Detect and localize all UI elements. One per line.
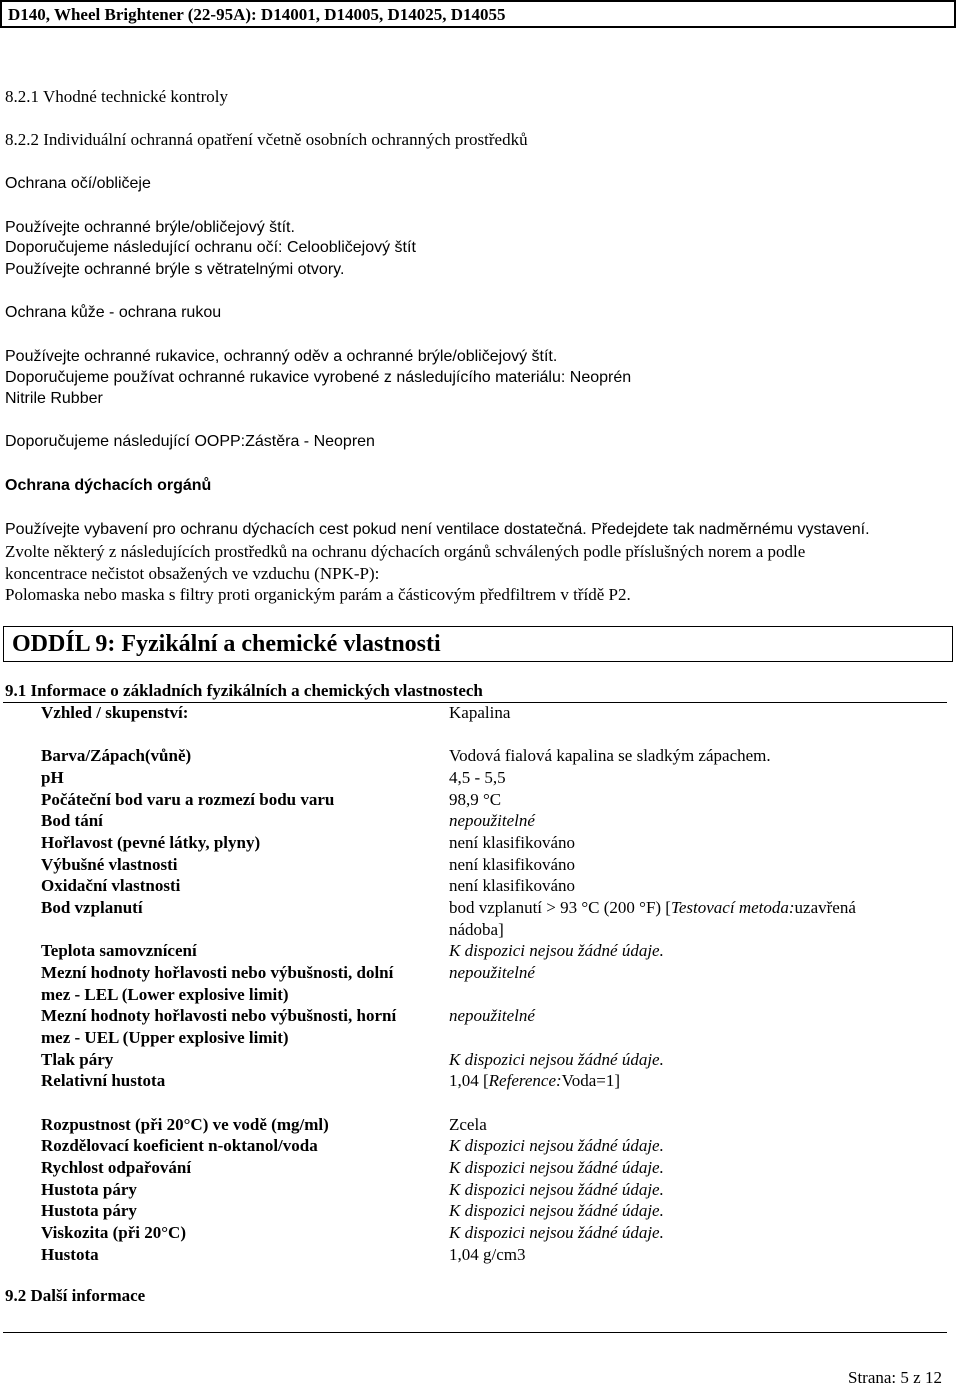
- relative-density-reference: Voda=1]: [561, 1071, 621, 1090]
- property-value: nepoužitelné: [449, 811, 535, 830]
- property-label: Oxidační vlastnosti: [41, 876, 181, 895]
- property-label: Hustota páry: [41, 1180, 137, 1199]
- respiratory-protection-line: koncentrace nečistot obsažených ve vzduchu (NPK-P):: [5, 564, 380, 583]
- divider: [3, 1332, 947, 1333]
- property-value: není klasifikováno: [449, 876, 576, 895]
- property-value: 1,04 g/cm3: [449, 1245, 526, 1264]
- document-header: [0, 0, 956, 28]
- respiratory-protection-line: Polomaska nebo maska s filtry proti organickým parám a částicovým předfiltrem v třídě P2.: [5, 585, 631, 604]
- document-title: D140, Wheel Brightener (22-95A): D14001, D14005, D14025, D14055: [8, 5, 506, 24]
- heading-8-2-2: 8.2.2 Individuální ochranná opatření včetně osobních ochranných prostředků: [5, 130, 528, 149]
- property-label: pH: [41, 768, 64, 787]
- property-value: K dispozici nejsou žádné údaje.: [449, 1050, 664, 1069]
- property-value: K dispozici nejsou žádné údaje.: [449, 1180, 664, 1199]
- property-label: Mezní hodnoty hořlavosti nebo výbušnosti, horní: [41, 1006, 397, 1025]
- property-label-continued: mez - UEL (Upper explosive limit): [41, 1028, 289, 1047]
- skin-protection-line: Nitrile Rubber: [5, 390, 103, 407]
- eye-protection-line: Doporučujeme následující ochranu očí: Celoobličejový štít: [5, 239, 416, 256]
- property-value: K dispozici nejsou žádné údaje.: [449, 1201, 664, 1220]
- property-value: 4,5 - 5,5: [449, 768, 506, 787]
- flash-point-value: bod vzplanutí > 93 °C (200 °F) [: [449, 898, 671, 917]
- property-value: K dispozici nejsou žádné údaje.: [449, 1158, 664, 1177]
- skin-protection-line: Používejte ochranné rukavice, ochranný oděv a ochranné brýle/obličejový štít.: [5, 348, 558, 365]
- respiratory-protection-heading: Ochrana dýchacích orgánů: [5, 477, 212, 494]
- property-label: Tlak páry: [41, 1050, 114, 1069]
- property-label: Mezní hodnoty hořlavosti nebo výbušnosti, dolní: [41, 963, 394, 982]
- property-label: Barva/Zápach(vůně): [41, 746, 192, 765]
- skin-protection-line: Doporučujeme používat ochranné rukavice vyrobené z následujícího materiálu: Neoprén: [5, 369, 632, 386]
- property-value: Kapalina: [449, 703, 511, 722]
- heading-9-1: 9.1 Informace o základních fyzikálních a chemických vlastnostech: [5, 681, 483, 700]
- heading-8-2-1: 8.2.1 Vhodné technické kontroly: [5, 87, 229, 106]
- eye-protection-heading: Ochrana očí/obličeje: [5, 175, 151, 192]
- property-label: Rozdělovací koeficient n-oktanol/voda: [41, 1136, 318, 1155]
- property-label: Hustota páry: [41, 1201, 137, 1220]
- relative-density-reference-label: Reference:: [488, 1071, 562, 1090]
- property-value-continued: nádoba]: [449, 920, 504, 939]
- property-label: Relativní hustota: [41, 1071, 166, 1090]
- property-label: Hořlavost (pevné látky, plyny): [41, 833, 261, 852]
- property-value: nepoužitelné: [449, 1006, 535, 1025]
- respiratory-protection-line: Zvolte některý z následujících prostředků na ochranu dýchacích orgánů schválených podle příslušných norem a podle: [5, 542, 806, 561]
- property-value: K dispozici nejsou žádné údaje.: [449, 1223, 664, 1242]
- property-label: Viskozita (při 20°C): [41, 1223, 186, 1242]
- relative-density-value: 1,04 [: [449, 1071, 489, 1090]
- page-number: Strana: 5 z 12: [848, 1368, 942, 1387]
- property-label: Počáteční bod varu a rozmezí bodu varu: [41, 790, 335, 809]
- property-value: [449, 898, 856, 918]
- section-9-header: [3, 626, 953, 662]
- property-label: Rychlost odpařování: [41, 1158, 192, 1177]
- property-value: Zcela: [449, 1115, 487, 1134]
- flash-point-method: uzavřená: [794, 898, 856, 917]
- property-value: 98,9 °C: [449, 790, 502, 809]
- eye-protection-line: Používejte ochranné brýle s větratelnými otvory.: [5, 261, 345, 278]
- eye-protection-line: Používejte ochranné brýle/obličejový štít.: [5, 219, 295, 236]
- property-label: Výbušné vlastnosti: [41, 855, 178, 874]
- property-value: nepoužitelné: [449, 963, 535, 982]
- property-value: není klasifikováno: [449, 855, 576, 874]
- skin-protection-heading: Ochrana kůže - ochrana rukou: [5, 304, 222, 321]
- respiratory-protection-line: Používejte vybavení pro ochranu dýchacích cest pokud není ventilace dostatečná. Předejdete tak nadměrnému vystavení.: [5, 521, 870, 538]
- property-label: Hustota: [41, 1245, 99, 1264]
- heading-9-2: 9.2 Další informace: [5, 1286, 146, 1305]
- property-label: Rozpustnost (při 20°C) ve vodě (mg/ml): [41, 1115, 329, 1134]
- property-label: Bod vzplanutí: [41, 898, 143, 917]
- property-value: Vodová fialová kapalina se sladkým zápachem.: [449, 746, 771, 765]
- property-value: není klasifikováno: [449, 833, 576, 852]
- property-label: Bod tání: [41, 811, 103, 830]
- property-label: Teplota samovznícení: [41, 941, 197, 960]
- property-value: K dispozici nejsou žádné údaje.: [449, 941, 664, 960]
- flash-point-method-label: Testovací metoda:: [670, 898, 795, 917]
- property-value: K dispozici nejsou žádné údaje.: [449, 1136, 664, 1155]
- ppe-recommendation: Doporučujeme následující OOPP:Zástěra - Neopren: [5, 433, 375, 450]
- property-label-continued: mez - LEL (Lower explosive limit): [41, 985, 289, 1004]
- section-9-title: ODDÍL 9: Fyzikální a chemické vlastnosti: [12, 631, 441, 657]
- property-label: Vzhled / skupenství:: [41, 703, 189, 722]
- property-value: [449, 1071, 620, 1091]
